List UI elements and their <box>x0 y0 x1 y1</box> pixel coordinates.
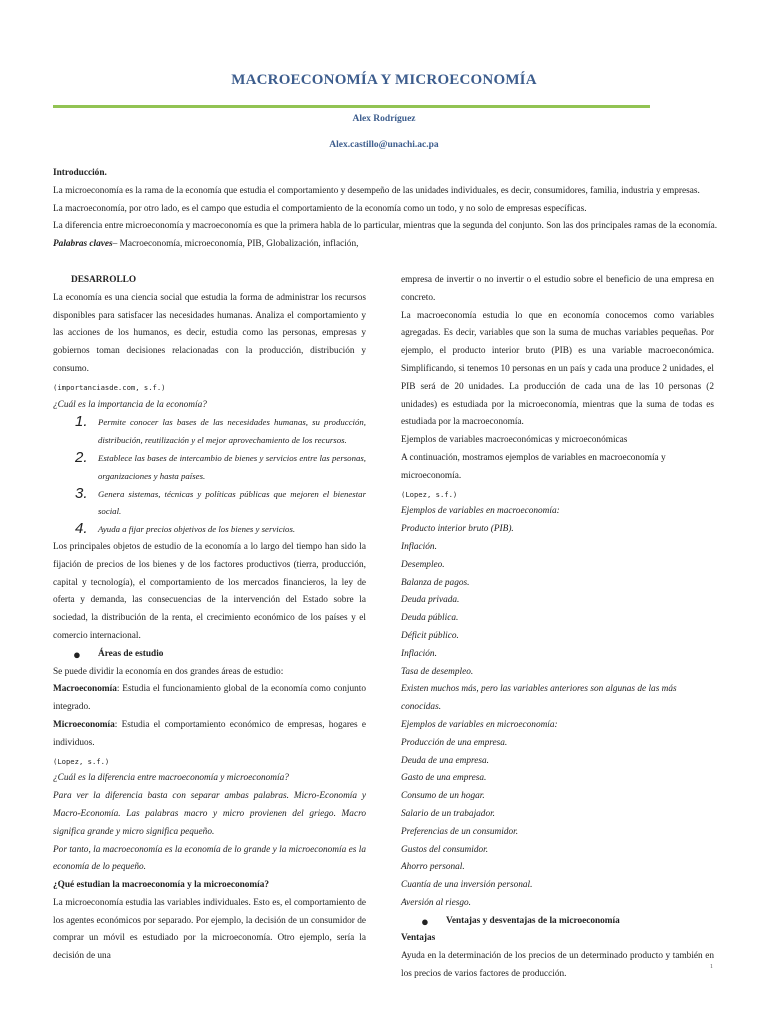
definition-text: : Estudia el funcionamiento global de la economía como conjunto integrado. <box>53 684 366 713</box>
list-item: Desempleo. <box>401 559 445 570</box>
list-item: Salario de un trabajador. <box>401 808 496 819</box>
citation: (importanciasde.com, s.f.) <box>53 382 166 392</box>
intro-heading: Introducción. <box>53 168 107 178</box>
list-item: Inflación. <box>401 541 437 552</box>
paragraph: La economía es una ciencia social que estudia la forma de administrar los recursos disponibles para satisfacer las necesidades humanas. Analiza el comportamiento y las acciones de los humanos, es decir, estudia como las personas, empresas y gobiernos toman decisiones relacionadas con la producción, distribución y consumo. <box>53 292 366 374</box>
list-item: Deuda privada. <box>401 595 460 606</box>
list-item: Inflación. <box>401 648 437 659</box>
introduction <box>53 165 718 254</box>
macro-variable-list <box>401 521 714 681</box>
list-item: Ahorro personal. <box>401 862 465 873</box>
list-item: Gasto de una empresa. <box>401 773 487 784</box>
citation: (Lopez, s.f.) <box>401 489 458 499</box>
list-item: Deuda pública. <box>401 613 459 624</box>
section-heading-desarrollo: DESARROLLO <box>71 275 137 285</box>
paragraph: empresa de invertir o no invertir o el estudio sobre el beneficio de una empresa en concreto. <box>401 275 714 303</box>
question-heading: ¿Cuál es la importancia de la economía? <box>53 399 207 410</box>
subheading-ventajas: Ventajas <box>401 933 436 944</box>
paragraph: A continuación, mostramos ejemplos de variables en macroeconomía y microeconomía. <box>401 452 666 481</box>
paragraph: Ayuda en la determinación de los precios de un determinado producto y también en los precios de varios factores de producción. <box>401 951 714 980</box>
definition-macro <box>53 681 366 717</box>
list-item: Balanza de pagos. <box>401 577 470 588</box>
question-heading: ¿Cuál es la diferencia entre macroeconomía y microeconomía? <box>53 773 289 784</box>
list-item-text: Ayuda a fijar precios objetivos de los bienes y servicios. <box>98 524 296 535</box>
bullet-heading-text: Áreas de estudio <box>98 648 164 659</box>
list-item-text: Genera sistemas, técnicas y políticas públicas que mejoren el bienestar social. <box>98 488 366 517</box>
list-item: Déficit público. <box>401 630 459 641</box>
paper-title: MACROECONOMÍA Y MICROECONOMÍA <box>231 72 537 88</box>
definition-text: : Estudia el comportamiento económico de empresas, hogares e individuos. <box>53 719 366 748</box>
list-number: 3. <box>75 484 88 502</box>
intro-paragraph-1: La microeconomía es la rama de la economía que estudia el comportamiento y desempeño de las unidades individuales, es decir, consumidores, familia, industria y empresas. <box>53 185 700 196</box>
list-item <box>53 486 366 522</box>
list-heading: Ejemplos de variables en macroeconomía: <box>401 506 560 517</box>
definition-micro <box>53 717 366 753</box>
list-item: Consumo de un hogar. <box>401 791 485 802</box>
question-heading: ¿Qué estudian la macroeconomía y la microeconomía? <box>53 880 270 891</box>
paragraph: Por tanto, la macroeconomía es la economía de lo grande y la microeconomía es la economía de lo pequeño. <box>53 844 366 873</box>
list-item: Cuantía de una inversión personal. <box>401 880 533 891</box>
bullet-heading-text: Ventajas y desventajas de la microeconomía <box>446 915 620 926</box>
author-name: Alex Rodríguez <box>352 114 416 124</box>
paragraph: Existen muchos más, pero las variables anteriores son algunas de las más conocidas. <box>401 684 677 713</box>
definition-term: Macroeconomía <box>53 684 117 695</box>
citation: (Lopez, s.f.) <box>53 756 110 766</box>
keywords-label: Palabras claves <box>53 239 113 250</box>
paragraph: La microeconomía estudia las variables individuales. Esto es, el comportamiento de los agentes económicos por separado. Por ejemplo, la decisión de un consumidor de comprar un móvil es estudiado por la microeconomía. Otro ejemplo, sería la decisión de una <box>53 897 366 962</box>
list-item: Preferencias de un consumidor. <box>401 826 519 837</box>
list-item: Aversión al riesgo. <box>401 897 471 908</box>
list-number: 4. <box>75 520 88 538</box>
right-column <box>401 272 714 984</box>
list-item <box>53 521 366 539</box>
list-item: Tasa de desempleo. <box>401 666 474 677</box>
paragraph: La macroeconomía estudia lo que en economía conocemos como variables agregadas. Es decir, variables que son la suma de muchas variables pequeñas. Por ejemplo, el producto interior bruto (PIB) es una variable macroeconómica. Simplificando, si tenemos 10 personas en un país y cada una produce 2 unidades, el PIB será de 20 unidades. La producción de cada una de las 10 personas (2 unidades) es estudiada por la microeconomía, mientras que la suma de todas es estudiada por la macroeconomía. <box>401 310 714 428</box>
bullet-heading <box>53 646 366 664</box>
left-column <box>53 272 366 966</box>
paragraph: Ejemplos de variables macroeconómicas y microeconómicas <box>401 435 628 446</box>
title-divider <box>53 105 650 108</box>
micro-variable-list <box>401 735 714 913</box>
list-item-text: Establece las bases de intercambio de bienes y servicios entre las personas, organizaciones y hasta países. <box>98 452 366 481</box>
list-item <box>53 450 366 486</box>
paragraph: Para ver la diferencia basta con separar ambas palabras. Micro-Economía y Macro-Economía. Las palabras macro y micro provienen del griego. Macro significa grande y micro significa pequeño. <box>53 791 366 837</box>
bullet-heading <box>401 913 714 931</box>
paragraph: Los principales objetos de estudio de la economía a lo largo del tiempo han sido la fijación de precios de los bienes y de los factores productivos (tierra, producción, capital y tecnología), el comportamiento de los mercados financieros, la ley de oferta y demanda, las consecuencias de la intervención del Estado sobre la sociedad, la distribución de la renta, el crecimiento económico de los países y el comercio internacional. <box>53 541 366 641</box>
intro-paragraph-3: La diferencia entre microeconomía y macroeconomía es que la primera habla de lo particular, mientras que la segunda del conjunto. Son las dos principales ramas de la economía. <box>53 221 718 232</box>
list-item: Producto interior bruto (PIB). <box>401 524 514 535</box>
keywords-text: – Macroeconomía, microeconomía, PIB, Globalización, inflación, <box>112 239 359 250</box>
keywords <box>53 236 718 254</box>
list-number: 1. <box>75 413 88 431</box>
bullet-icon: ● <box>421 913 429 929</box>
paragraph: Se puede dividir la economía en dos grandes áreas de estudio: <box>53 666 284 677</box>
definition-term: Microeconomía <box>53 719 115 730</box>
list-item-text: Permite conocer las bases de las necesidades humanas, su producción, distribución, reutilización y el mejor aprovechamiento de los recursos. <box>98 417 366 446</box>
list-item: Gustos del consumidor. <box>401 844 489 855</box>
intro-paragraph-2: La macroeconomía, por otro lado, es el campo que estudia el comportamiento de la economía como un todo, y no solo de empresas específicas. <box>53 203 587 214</box>
author-email[interactable]: Alex.castillo@unachi.ac.pa <box>329 140 439 150</box>
list-item <box>53 414 366 450</box>
list-item: Producción de una empresa. <box>401 737 508 748</box>
list-number: 2. <box>75 448 88 466</box>
list-item: Deuda de una empresa. <box>401 755 489 766</box>
page-number: 1 <box>710 964 713 970</box>
list-heading: Ejemplos de variables en microeconomía: <box>401 719 558 730</box>
bullet-icon: ● <box>73 646 81 662</box>
